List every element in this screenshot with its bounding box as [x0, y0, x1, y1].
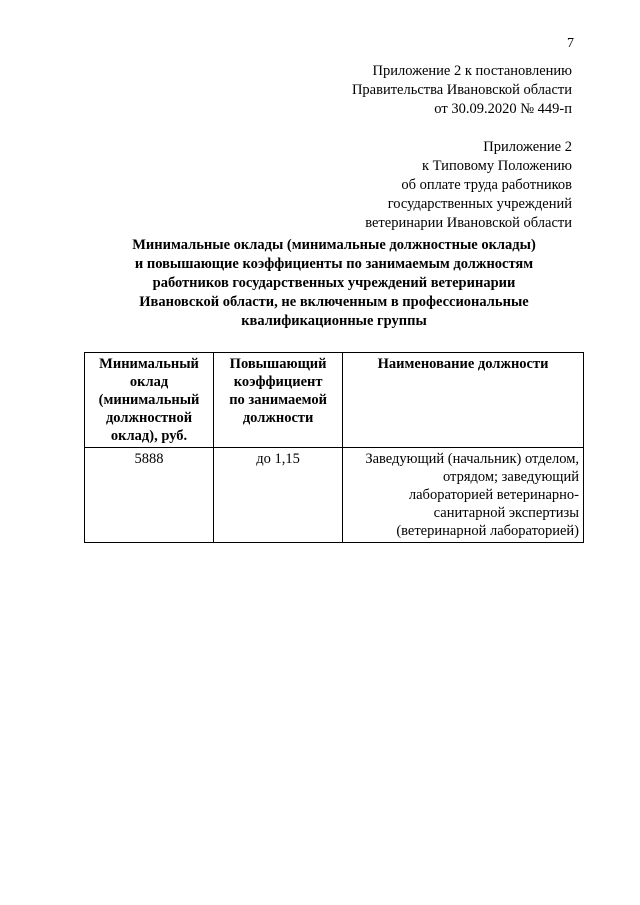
cell-position — [343, 448, 584, 543]
cell-coefficient — [214, 448, 343, 543]
header-coefficient-text: Повышающий коэффициент по занимаемой должности — [229, 356, 327, 426]
approval-line: Правительства Ивановской области — [351, 82, 572, 98]
title-line: Минимальные оклады (минимальные должностные оклады) — [132, 237, 536, 253]
approval-line: Приложение 2 — [483, 139, 572, 155]
salary-table — [84, 352, 584, 543]
header-minimal-salary — [85, 353, 214, 448]
header-coefficient — [214, 353, 343, 448]
approval-block-regulation — [365, 138, 572, 233]
title-line: квалификационные группы — [241, 313, 427, 329]
title-line: Ивановской области, не включенным в профессиональные — [139, 294, 529, 310]
page-number: 7 — [567, 36, 574, 51]
cell-coefficient-text: до 1,15 — [256, 451, 300, 467]
approval-line: ветеринарии Ивановской области — [365, 215, 572, 231]
header-position-name-text: Наименование должности — [377, 356, 549, 372]
cell-salary — [85, 448, 214, 543]
cell-salary-text: 5888 — [134, 451, 164, 467]
approval-line: об оплате труда работников — [401, 177, 572, 193]
title-line: и повышающие коэффициенты по занимаемым должностям — [134, 256, 534, 272]
approval-line: Приложение 2 к постановлению — [372, 63, 572, 79]
approval-line: от 30.09.2020 № 449-п — [434, 101, 572, 117]
header-minimal-salary-text: Минимальный оклад (минимальный должностной оклад), руб. — [98, 356, 200, 444]
table-row — [85, 448, 584, 543]
table-header-row — [85, 353, 584, 448]
document-title — [84, 236, 584, 331]
cell-position-text: Заведующий (начальник) отделом, отрядом; заведующий лабораторией ветеринарно- санитарной экспертизы (ветеринарной лабораторией) — [365, 451, 579, 539]
approval-block-decree — [352, 62, 572, 119]
approval-line: государственных учреждений — [387, 196, 572, 212]
header-position-name — [343, 353, 584, 448]
title-line: работников государственных учреждений ветеринарии — [152, 275, 516, 291]
approval-line: к Типовому Положению — [422, 158, 572, 174]
